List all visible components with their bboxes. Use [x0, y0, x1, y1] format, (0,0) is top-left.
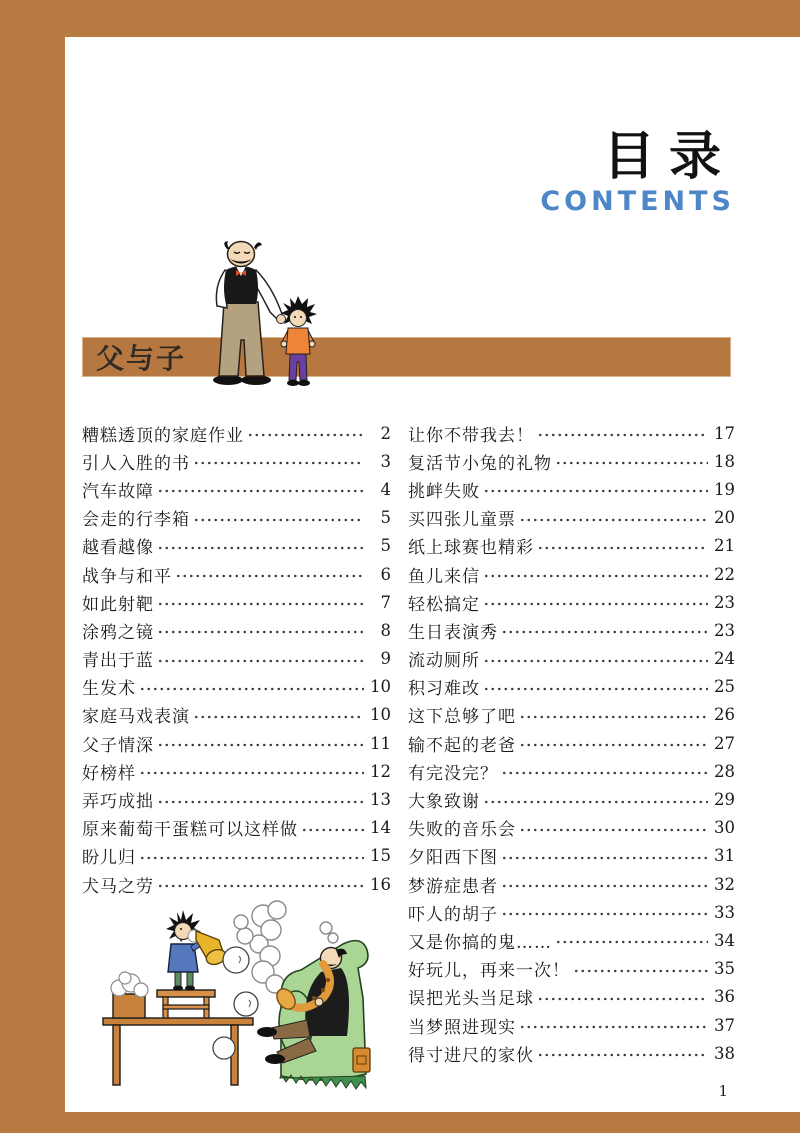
- toc-entry-title: 家庭马戏表演: [82, 707, 190, 728]
- toc-entry: [408, 898, 735, 926]
- toc-dot-leader: [483, 599, 708, 609]
- toc-dot-leader: [193, 515, 364, 525]
- toc-dot-leader: [519, 1022, 708, 1032]
- toc-dot-leader: [175, 571, 364, 581]
- toc-entry-page: 23: [714, 620, 735, 640]
- toc-entry-title: 生发术: [82, 679, 136, 700]
- toc-entry: [408, 560, 735, 588]
- toc-dot-leader: [573, 966, 708, 976]
- toc-entry-title: 误把光头当足球: [408, 989, 534, 1010]
- toc-entry-page: 4: [380, 479, 391, 499]
- toc-entry-page: 16: [370, 874, 391, 894]
- page-border-left: [0, 0, 65, 1133]
- toc-dot-leader: [555, 937, 708, 947]
- toc-entry-page: 2: [380, 423, 391, 443]
- toc-dot-leader: [139, 684, 364, 694]
- toc-dot-leader: [157, 627, 364, 637]
- stool: [157, 990, 215, 1018]
- toc-entry-page: 7: [380, 592, 391, 612]
- toc-entry-page: 12: [370, 761, 391, 781]
- toc-entry-title: 得寸进尺的家伙: [408, 1045, 534, 1066]
- toc-dot-leader: [483, 486, 708, 496]
- toc-entry-page: 34: [714, 930, 735, 950]
- toc-entry: [82, 729, 391, 757]
- toc-entry-title: 流动厕所: [408, 651, 480, 672]
- toc-entry: [408, 588, 735, 616]
- toc-entry-page: 29: [714, 790, 735, 810]
- toc-dot-leader: [157, 740, 364, 750]
- toc-entry-title: 失败的音乐会: [408, 820, 516, 841]
- toc-dot-leader: [519, 712, 708, 722]
- toc-entry-title: 涂鸦之镜: [82, 622, 154, 643]
- toc-entry-page: 36: [714, 987, 735, 1007]
- toc-entry: [408, 870, 735, 898]
- page-title: 目录: [602, 126, 735, 187]
- toc-dot-leader: [501, 881, 708, 891]
- toc-entry: [408, 673, 735, 701]
- page-border-top: [0, 0, 800, 37]
- toc-entry-title: 挑衅失败: [408, 481, 480, 502]
- toc-entry: [82, 842, 391, 870]
- toc-entry-title: 当梦照进现实: [408, 1017, 516, 1038]
- toc-entry-page: 30: [714, 818, 735, 838]
- toc-entry: [408, 955, 735, 983]
- toc-entry-page: 37: [714, 1015, 735, 1035]
- toc-entry-page: 21: [714, 536, 735, 556]
- toc-entry-title: 战争与和平: [82, 566, 172, 587]
- toc-entry-page: 23: [714, 592, 735, 612]
- toc-entry: [408, 616, 735, 644]
- toc-entry: [82, 475, 391, 503]
- toc-entry-page: 5: [380, 508, 391, 528]
- toc-entry-title: 弄巧成拙: [82, 792, 154, 813]
- toc-dot-leader: [519, 515, 708, 525]
- toc-entry-page: 38: [714, 1043, 735, 1063]
- toc-entry: [408, 701, 735, 729]
- son-figure: [281, 296, 317, 386]
- toc-entry: [408, 757, 735, 785]
- toc-dot-leader: [501, 853, 708, 863]
- toc-entry-title: 让你不带我去！: [408, 425, 534, 446]
- toc-entry-page: 26: [714, 705, 735, 725]
- toc-entry-page: 3: [380, 451, 391, 471]
- boy-with-trumpet: [166, 910, 228, 991]
- toc-entry-page: 22: [714, 564, 735, 584]
- toc-entry-page: 18: [714, 451, 735, 471]
- toc-entry: [408, 447, 735, 475]
- toc-entry: [408, 1011, 735, 1039]
- toc-dot-leader: [483, 571, 708, 581]
- toc-dot-leader: [519, 825, 708, 835]
- toc-dot-leader: [247, 430, 364, 440]
- contents-subtitle: CONTENTS: [540, 186, 735, 217]
- toc-entry-page: 17: [714, 423, 735, 443]
- toc-dot-leader: [501, 909, 708, 919]
- toc-dot-leader: [537, 430, 708, 440]
- toc-entry: [408, 729, 735, 757]
- toc-entry: [408, 645, 735, 673]
- toc-entry-title: 纸上球赛也精彩: [408, 538, 534, 559]
- section-banner: [82, 337, 731, 377]
- toc-dot-leader: [157, 543, 364, 553]
- toc-entry: [82, 504, 391, 532]
- toc-entry-page: 24: [714, 649, 735, 669]
- toc-entry-title: 如此射靶: [82, 594, 154, 615]
- toc-dot-leader: [157, 599, 364, 609]
- toc-entry-title: 引人入胜的书: [82, 453, 190, 474]
- toc-entry-title: 青出于蓝: [82, 651, 154, 672]
- toc-entry: [82, 532, 391, 560]
- toc-dot-leader: [139, 853, 364, 863]
- toc-dot-leader: [193, 712, 364, 722]
- toc-right-column: [408, 419, 735, 1067]
- toc-entry-page: 13: [370, 790, 391, 810]
- toc-entry-title: 大象致谢: [408, 792, 480, 813]
- toc-entry-page: 10: [370, 677, 391, 697]
- toc-entry-title: 会走的行李箱: [82, 510, 190, 531]
- toc-entry-title: 越看越像: [82, 538, 154, 559]
- toc-entry-title: 原来葡萄干蛋糕可以这样做: [82, 820, 298, 841]
- toc-entry-page: 35: [714, 959, 735, 979]
- page-border-bottom: [0, 1112, 800, 1133]
- toc-entry: [82, 645, 391, 673]
- toc-entry: [82, 870, 391, 898]
- toc-entry-page: 15: [370, 846, 391, 866]
- toc-entry-title: 吓人的胡子: [408, 904, 498, 925]
- page-number: 1: [718, 1082, 728, 1100]
- toc-dot-leader: [519, 740, 708, 750]
- toc-dot-leader: [483, 684, 708, 694]
- toc-entry: [82, 701, 391, 729]
- toc-entry: [408, 785, 735, 813]
- toc-entry-title: 父子情深: [82, 735, 154, 756]
- toc-entry: [408, 419, 735, 447]
- toc-entry-title: 梦游症患者: [408, 876, 498, 897]
- toc-entry: [82, 419, 391, 447]
- toc-entry-page: 11: [370, 733, 391, 753]
- toc-entry-title: 好榜样: [82, 763, 136, 784]
- toc-dot-leader: [537, 543, 708, 553]
- toc-entry: [408, 926, 735, 954]
- toc-entry-page: 33: [714, 902, 735, 922]
- toc-entry-page: 32: [714, 874, 735, 894]
- toc-dot-leader: [537, 1050, 708, 1060]
- toc-dot-leader: [157, 486, 364, 496]
- toc-entry-page: 14: [370, 818, 391, 838]
- toc-dot-leader: [555, 458, 708, 468]
- toc-entry: [82, 814, 391, 842]
- toc-dot-leader: [301, 825, 364, 835]
- toc-entry: [408, 504, 735, 532]
- toc-entry-page: 10: [370, 705, 391, 725]
- toc-dot-leader: [193, 458, 364, 468]
- music-scene-illustration: [95, 898, 375, 1090]
- toc-entry: [82, 447, 391, 475]
- toc-entry-title: 复活节小兔的礼物: [408, 453, 552, 474]
- toc-dot-leader: [501, 627, 708, 637]
- toc-entry: [82, 673, 391, 701]
- toc-entry-page: 19: [714, 479, 735, 499]
- section-banner-label: 父与子: [96, 343, 187, 374]
- toc-entry-title: 鱼儿来信: [408, 566, 480, 587]
- toc-left-column: [82, 419, 391, 898]
- toc-dot-leader: [483, 656, 708, 666]
- toc-entry-title: 买四张儿童票: [408, 510, 516, 531]
- toc-dot-leader: [537, 994, 708, 1004]
- toc-entry-title: 有完没完？: [408, 763, 498, 784]
- toc-entry-title: 汽车故障: [82, 481, 154, 502]
- toc-entry: [82, 560, 391, 588]
- toc-entry-title: 好玩儿，再来一次！: [408, 961, 570, 982]
- father-and-son-illustration: [198, 240, 333, 388]
- toc-entry-page: 25: [714, 677, 735, 697]
- toc-entry: [408, 842, 735, 870]
- toc-entry-title: 糟糕透顶的家庭作业: [82, 425, 244, 446]
- foam-hat: [111, 972, 148, 1018]
- toc-dot-leader: [501, 768, 708, 778]
- toc-entry: [82, 757, 391, 785]
- toc-dot-leader: [483, 797, 708, 807]
- toc-entry-page: 28: [714, 761, 735, 781]
- toc-entry-title: 积习难改: [408, 679, 480, 700]
- toc-entry: [408, 814, 735, 842]
- toc-entry-page: 6: [380, 564, 391, 584]
- toc-entry: [82, 785, 391, 813]
- toc-entry-page: 31: [714, 846, 735, 866]
- toc-dot-leader: [157, 656, 364, 666]
- toc-entry-title: 犬马之劳: [82, 876, 154, 897]
- toc-entry: [408, 983, 735, 1011]
- toc-entry: [82, 588, 391, 616]
- toc-entry-page: 5: [380, 536, 391, 556]
- toc-entry-title: 输不起的老爸: [408, 735, 516, 756]
- toc-dot-leader: [157, 881, 364, 891]
- toc-entry: [82, 616, 391, 644]
- toc-dot-leader: [157, 797, 364, 807]
- toc-entry-title: 盼儿归: [82, 848, 136, 869]
- toc-entry: [408, 1039, 735, 1067]
- toc-entry-page: 20: [714, 508, 735, 528]
- toc-dot-leader: [139, 768, 364, 778]
- toc-entry-page: 27: [714, 733, 735, 753]
- toc-entry-page: 9: [380, 649, 391, 669]
- toc-entry-title: 夕阳西下图: [408, 848, 498, 869]
- toc-entry-title: 轻松搞定: [408, 594, 480, 615]
- paper-bag: [353, 1048, 370, 1072]
- toc-entry: [408, 532, 735, 560]
- toc-entry: [408, 475, 735, 503]
- toc-entry-title: 又是你搞的鬼……: [408, 932, 552, 953]
- toc-entry-title: 这下总够了吧: [408, 707, 516, 728]
- toc-entry-title: 生日表演秀: [408, 622, 498, 643]
- toc-entry-page: 8: [380, 620, 391, 640]
- father-figure: [213, 241, 286, 385]
